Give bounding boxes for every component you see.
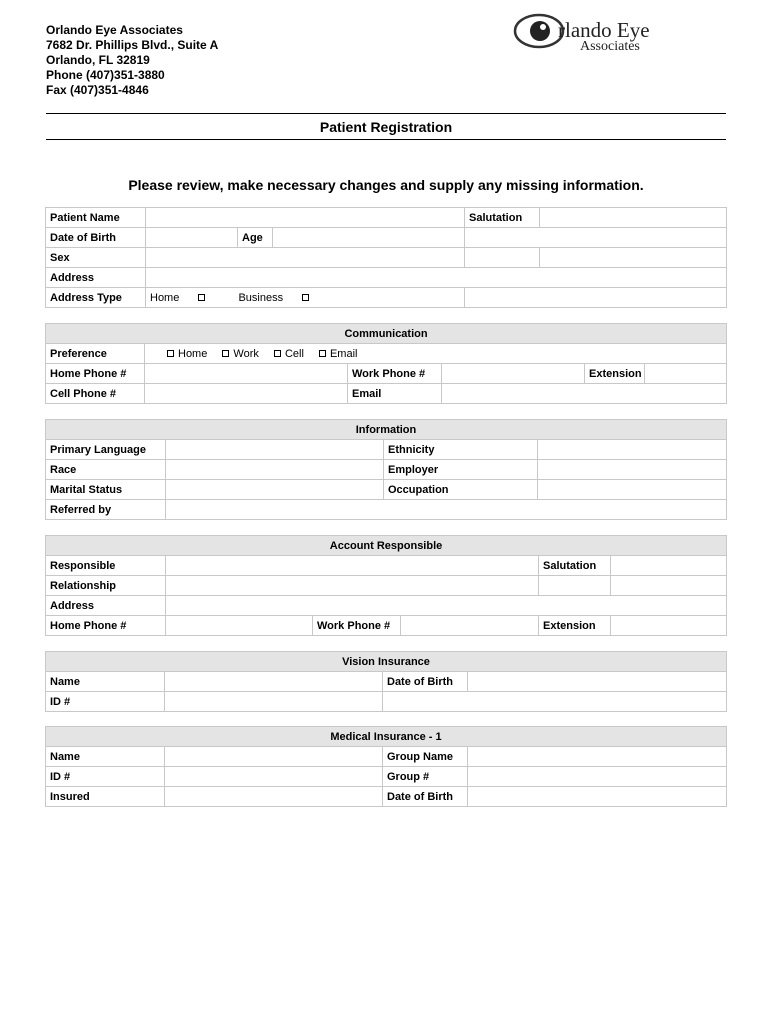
patient-section — [45, 207, 727, 308]
account-work-phone-label: Work Phone # — [313, 616, 401, 636]
medical-name-field[interactable] — [165, 747, 383, 767]
group-number-field[interactable] — [468, 767, 727, 787]
preference-options — [145, 344, 727, 364]
account-salutation-field[interactable] — [611, 556, 727, 576]
email-field[interactable] — [442, 384, 727, 404]
medical-dob-label: Date of Birth — [383, 787, 468, 807]
account-home-phone-label: Home Phone # — [46, 616, 166, 636]
account-address-label: Address — [46, 596, 166, 616]
ethnicity-field[interactable] — [538, 440, 727, 460]
pref-email-label: Email — [329, 347, 358, 360]
work-phone-field[interactable] — [442, 364, 585, 384]
salutation-label: Salutation — [465, 208, 540, 228]
medical-id-field[interactable] — [165, 767, 383, 787]
patient-name-field[interactable] — [146, 208, 465, 228]
address-type-label: Address Type — [46, 288, 146, 308]
practice-street: 7682 Dr. Phillips Blvd., Suite A — [46, 38, 219, 52]
address-type-business-label: Business — [238, 291, 284, 304]
race-field[interactable] — [166, 460, 384, 480]
address-type-home-checkbox[interactable] — [198, 294, 205, 301]
extension-field[interactable] — [645, 364, 727, 384]
vision-header: Vision Insurance — [46, 652, 727, 672]
referred-by-field[interactable] — [166, 500, 727, 520]
work-phone-label: Work Phone # — [348, 364, 442, 384]
age-field[interactable] — [273, 228, 465, 248]
marital-status-label: Marital Status — [46, 480, 166, 500]
patient-name-label: Patient Name — [46, 208, 146, 228]
pref-email-checkbox[interactable] — [319, 350, 326, 357]
orlando-eye-logo — [512, 12, 680, 54]
cell-phone-label: Cell Phone # — [46, 384, 145, 404]
account-home-phone-field[interactable] — [166, 616, 313, 636]
practice-phone: Phone (407)351-3880 — [46, 68, 165, 82]
account-salutation-label: Salutation — [539, 556, 611, 576]
address-type-options — [146, 288, 465, 308]
address-label: Address — [46, 268, 146, 288]
medical-header: Medical Insurance - 1 — [46, 727, 727, 747]
occupation-label: Occupation — [384, 480, 538, 500]
age-label: Age — [238, 228, 273, 248]
employer-label: Employer — [384, 460, 538, 480]
relationship-extra-a[interactable] — [539, 576, 611, 596]
vision-insurance-section — [45, 651, 727, 712]
pref-work-checkbox[interactable] — [222, 350, 229, 357]
cell-phone-field[interactable] — [145, 384, 348, 404]
communication-header: Communication — [46, 324, 727, 344]
vision-blank-field[interactable] — [383, 692, 727, 712]
account-address-field[interactable] — [166, 596, 727, 616]
medical-id-label: ID # — [46, 767, 165, 787]
pref-work-label: Work — [233, 347, 259, 360]
relationship-field[interactable] — [166, 576, 539, 596]
medical-insurance-section — [45, 726, 727, 807]
email-label: Email — [348, 384, 442, 404]
responsible-field[interactable] — [166, 556, 539, 576]
medical-dob-field[interactable] — [468, 787, 727, 807]
marital-status-field[interactable] — [166, 480, 384, 500]
sex-field[interactable] — [146, 248, 465, 268]
account-work-phone-field[interactable] — [401, 616, 539, 636]
responsible-label: Responsible — [46, 556, 166, 576]
practice-address — [46, 23, 218, 98]
salutation-field[interactable] — [540, 208, 727, 228]
vision-id-field[interactable] — [165, 692, 383, 712]
sex-extra-b[interactable] — [540, 248, 727, 268]
extension-label: Extension — [585, 364, 645, 384]
account-header: Account Responsible — [46, 536, 727, 556]
employer-field[interactable] — [538, 460, 727, 480]
primary-language-field[interactable] — [166, 440, 384, 460]
account-section — [45, 535, 727, 636]
vision-dob-field[interactable] — [468, 672, 727, 692]
group-name-label: Group Name — [383, 747, 468, 767]
dob-label: Date of Birth — [46, 228, 146, 248]
page-title: Patient Registration — [319, 119, 453, 135]
sex-extra-a[interactable] — [465, 248, 540, 268]
pref-cell-checkbox[interactable] — [274, 350, 281, 357]
top-rule — [46, 113, 726, 114]
occupation-field[interactable] — [538, 480, 727, 500]
account-extension-field[interactable] — [611, 616, 727, 636]
primary-language-label: Primary Language — [46, 440, 166, 460]
group-number-label: Group # — [383, 767, 468, 787]
address-type-blank[interactable] — [465, 288, 727, 308]
sex-label: Sex — [46, 248, 146, 268]
address-type-business-checkbox[interactable] — [302, 294, 309, 301]
ethnicity-label: Ethnicity — [384, 440, 538, 460]
insured-field[interactable] — [165, 787, 383, 807]
insured-label: Insured — [46, 787, 165, 807]
svg-text:Associates: Associates — [580, 39, 640, 54]
vision-id-label: ID # — [46, 692, 165, 712]
home-phone-label: Home Phone # — [46, 364, 145, 384]
pref-home-label: Home — [178, 347, 208, 360]
medical-name-label: Name — [46, 747, 165, 767]
race-label: Race — [46, 460, 166, 480]
information-header: Information — [46, 420, 727, 440]
vision-name-field[interactable] — [165, 672, 383, 692]
practice-name: Orlando Eye Associates — [46, 23, 183, 37]
dob-field[interactable] — [146, 228, 238, 248]
instructions: Please review, make necessary changes and supply any missing information. — [128, 177, 644, 193]
vision-name-label: Name — [46, 672, 165, 692]
vision-dob-label: Date of Birth — [383, 672, 468, 692]
relationship-extra-b[interactable] — [611, 576, 727, 596]
pref-home-checkbox[interactable] — [167, 350, 174, 357]
preference-label: Preference — [46, 344, 145, 364]
title-rule — [46, 139, 726, 140]
pref-cell-label: Cell — [284, 347, 304, 360]
relationship-label: Relationship — [46, 576, 166, 596]
group-name-field[interactable] — [468, 747, 727, 767]
address-field[interactable] — [146, 268, 727, 288]
practice-city: Orlando, FL 32819 — [46, 53, 150, 67]
referred-by-label: Referred by — [46, 500, 166, 520]
address-type-home-label: Home — [150, 291, 180, 304]
practice-fax: Fax (407)351-4846 — [46, 83, 149, 97]
svg-text:rlando Eye: rlando Eye — [558, 18, 650, 42]
information-section — [45, 419, 727, 520]
patient-blank-field[interactable] — [465, 228, 727, 248]
home-phone-field[interactable] — [145, 364, 348, 384]
communication-section — [45, 323, 727, 404]
account-extension-label: Extension — [539, 616, 611, 636]
